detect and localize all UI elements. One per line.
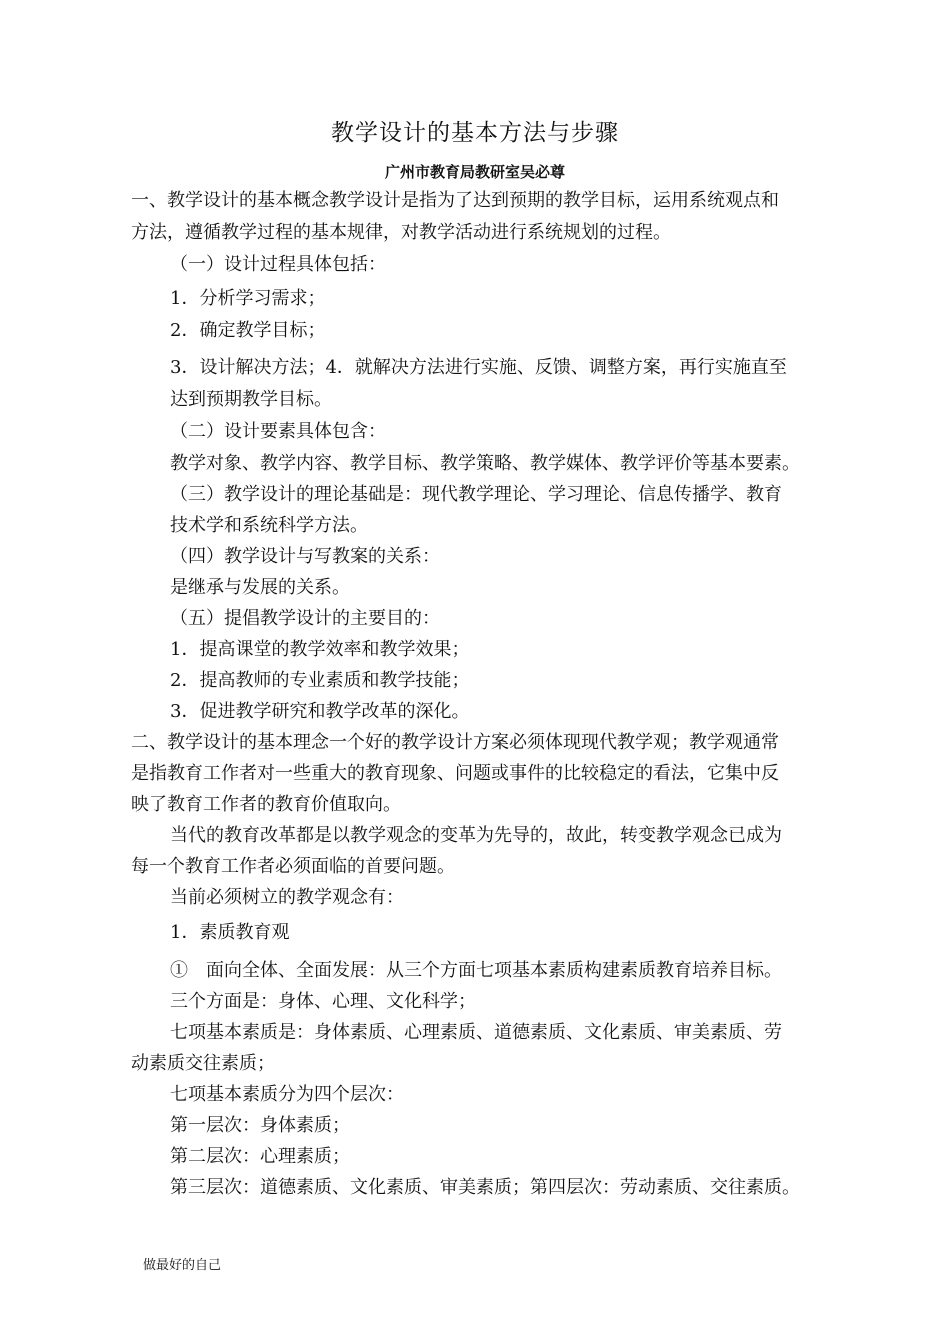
list-item: 2．提高教师的专业素质和教学技能； [170,670,470,691]
paragraph-line: 映了教育工作者的教育价值取向。 [131,794,401,815]
list-item: 1．素质教育观 [170,922,290,943]
list-item: 1．提高课堂的教学效率和教学效果； [170,639,470,660]
section-heading: （四）教学设计与写教案的关系： [170,546,440,567]
list-item: 3．设计解决方法；4．就解决方法进行实施、反馈、调整方案，再行实施直至 [170,357,787,378]
section-heading: （三）教学设计的理论基础是：现代教学理论、学习理论、信息传播学、教育 [170,484,782,505]
section-heading: （二）设计要素具体包含： [170,421,386,442]
paragraph-line: 教学对象、教学内容、教学目标、教学策略、教学媒体、教学评价等基本要素。 [170,453,800,474]
paragraph-line: 第三层次：道德素质、文化素质、审美素质；第四层次：劳动素质、交往素质。 [170,1177,800,1198]
list-item: 1．分析学习需求； [170,288,326,309]
list-item: ① 面向全体、全面发展：从三个方面七项基本素质构建素质教育培养目标。 [170,960,782,981]
paragraph-line: 是指教育工作者对一些重大的教育现象、问题或事件的比较稳定的看法，它集中反 [131,763,779,784]
paragraph-line: 当代的教育改革都是以教学观念的变革为先导的，故此，转变教学观念已成为 [170,825,782,846]
list-item: 3．促进教学研究和教学改革的深化。 [170,701,470,722]
paragraph-line: 动素质交往素质； [131,1053,275,1074]
paragraph-line: 七项基本素质是：身体素质、心理素质、道德素质、文化素质、审美素质、劳 [170,1022,782,1043]
paragraph-line: 每一个教育工作者必须面临的首要问题。 [131,856,455,877]
author-line: 广州市教育局教研室吴必尊 [384,163,565,181]
paragraph-line: 第一层次：身体素质； [170,1115,350,1136]
list-item: 2．确定教学目标； [170,320,326,341]
paragraph-line: 第二层次：心理素质； [170,1146,350,1167]
paragraph-line: 二、教学设计的基本理念一个好的教学设计方案必须体现现代教学观；教学观通常 [131,732,779,753]
paragraph-line: 一、教学设计的基本概念教学设计是指为了达到预期的教学目标，运用系统观点和 [131,190,779,211]
paragraph-line: 技术学和系统科学方法。 [170,515,368,536]
paragraph-line: 方法，遵循教学过程的基本规律，对教学活动进行系统规划的过程。 [131,222,671,243]
section-heading: （一）设计过程具体包括： [170,254,386,275]
paragraph-line: 七项基本素质分为四个层次： [170,1084,404,1105]
paragraph-line: 当前必须树立的教学观念有： [170,887,404,908]
section-heading: （五）提倡教学设计的主要目的： [170,608,440,629]
list-item: 达到预期教学目标。 [170,389,332,410]
page-footer: 做最好的自己 [143,1258,222,1273]
paragraph-line: 是继承与发展的关系。 [170,577,350,598]
document-title: 教学设计的基本方法与步骤 [331,120,619,146]
paragraph-line: 三个方面是：身体、心理、文化科学； [170,991,476,1012]
